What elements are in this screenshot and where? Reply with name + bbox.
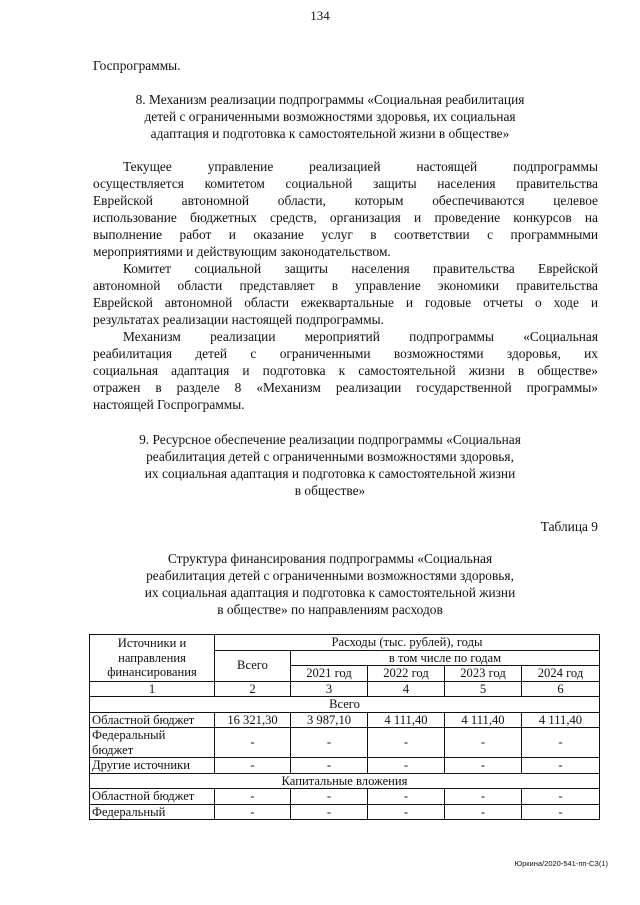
header-year: 2023 год bbox=[445, 666, 522, 682]
paragraph-line: отражен в разделе 8 «Механизм реализации государственной программы» bbox=[93, 380, 598, 395]
paragraph-line: настоящей Госпрограммы. bbox=[93, 397, 245, 412]
cell-value: 4 111,40 bbox=[522, 712, 600, 728]
paragraph-line: реабилитация детей с ограниченными возможностями здоровья, их bbox=[93, 346, 598, 361]
cell-value: - bbox=[291, 804, 368, 820]
cell-value: - bbox=[522, 804, 600, 820]
cell-value: 3 987,10 bbox=[291, 712, 368, 728]
financing-table bbox=[89, 634, 600, 820]
cell-value: - bbox=[291, 728, 368, 758]
column-number: 5 bbox=[445, 681, 522, 697]
header-total: Всего bbox=[215, 650, 291, 681]
continuation-text: Госпрограммы. bbox=[93, 58, 181, 73]
section8-title-line: адаптация и подготовка к самостоятельной жизни в обществе» bbox=[150, 126, 510, 141]
table-caption-line: в обществе» по направлениям расходов bbox=[217, 602, 443, 617]
cell-value: - bbox=[445, 758, 522, 774]
row-source: Федеральный bbox=[90, 804, 215, 820]
cell-value: 4 111,40 bbox=[445, 712, 522, 728]
cell-value: - bbox=[215, 728, 291, 758]
cell-value: - bbox=[445, 728, 522, 758]
cell-value: - bbox=[522, 728, 600, 758]
section8-title-line: 8. Механизм реализации подпрограммы «Социальная реабилитация bbox=[135, 92, 525, 107]
section8-title-line: детей с ограниченными возможностями здоровья, их социальная bbox=[144, 109, 516, 124]
header-source bbox=[90, 635, 215, 682]
cell-value: - bbox=[522, 789, 600, 805]
header-year: 2021 год bbox=[291, 666, 368, 682]
cell-value: 16 321,30 bbox=[215, 712, 291, 728]
section-row bbox=[90, 697, 600, 713]
paragraph-line: социальная адаптация и подготовка к самостоятельной жизни в обществе» bbox=[93, 363, 598, 378]
column-number: 2 bbox=[215, 681, 291, 697]
table-row bbox=[90, 789, 600, 805]
cell-value: - bbox=[215, 789, 291, 805]
table-caption-line: их социальная адаптация и подготовка к самостоятельной жизни bbox=[144, 585, 516, 600]
table-header-row bbox=[90, 635, 600, 651]
paragraph-line: выполнение работ и оказание услуг в соответствии с программными bbox=[93, 227, 598, 242]
table-row bbox=[90, 804, 600, 820]
paragraph-line: мероприятиями и действующим законодательством. bbox=[93, 244, 391, 259]
cell-value: - bbox=[445, 804, 522, 820]
column-number: 4 bbox=[368, 681, 445, 697]
column-number: 6 bbox=[522, 681, 600, 697]
paragraph-line: использование бюджетных средств, организация и проведение конкурсов на bbox=[93, 210, 598, 225]
header-source-line: направления bbox=[118, 650, 186, 665]
header-year: 2024 год bbox=[522, 666, 600, 682]
table-caption-line: Структура финансирования подпрограммы «Социальная bbox=[167, 551, 493, 566]
table-label: Таблица 9 bbox=[540, 519, 598, 534]
table-caption-line: реабилитация детей с ограниченными возможностями здоровья, bbox=[146, 568, 514, 583]
header-source-line: Источники и bbox=[117, 636, 187, 650]
column-number-row bbox=[90, 681, 600, 697]
document-code: Юркина/2020-541-пп-СЗ(1) bbox=[514, 859, 608, 868]
cell-value: - bbox=[291, 789, 368, 805]
section-capital-label: Капитальные вложения bbox=[90, 773, 600, 789]
header-by-years: в том числе по годам bbox=[291, 650, 600, 666]
paragraph-line: результатах реализации настоящей подпрограммы. bbox=[93, 312, 384, 327]
cell-value: - bbox=[368, 804, 445, 820]
paragraph-line: Комитет социальной защиты населения правительства Еврейской bbox=[123, 261, 598, 276]
header-expenses: Расходы (тыс. рублей), годы bbox=[215, 635, 600, 651]
cell-value: - bbox=[368, 789, 445, 805]
table-row bbox=[90, 758, 600, 774]
cell-value: - bbox=[522, 758, 600, 774]
header-year: 2022 год bbox=[368, 666, 445, 682]
page-number: 134 bbox=[310, 8, 330, 23]
section9-title-line: в обществе» bbox=[294, 483, 366, 498]
cell-value: - bbox=[368, 728, 445, 758]
cell-value: - bbox=[445, 789, 522, 805]
header-source-line: финансирования bbox=[107, 665, 197, 679]
section9-title-line: их социальная адаптация и подготовка к самостоятельной жизни bbox=[144, 466, 516, 481]
paragraph-line: Механизм реализации мероприятий подпрограммы «Социальная bbox=[123, 329, 598, 344]
column-number: 3 bbox=[291, 681, 368, 697]
row-source: Областной бюджет bbox=[90, 789, 215, 805]
section-row bbox=[90, 773, 600, 789]
cell-value: - bbox=[368, 758, 445, 774]
table-row bbox=[90, 728, 600, 758]
column-number: 1 bbox=[90, 681, 215, 697]
cell-value: 4 111,40 bbox=[368, 712, 445, 728]
row-source: Областной бюджет bbox=[90, 712, 215, 728]
row-source-line: Федеральный bbox=[92, 728, 166, 742]
paragraph-line: Еврейской автономной области ежеквартальные и годовые отчеты о ходе и bbox=[93, 295, 598, 310]
paragraph-line: Текущее управление реализацией настоящей подпрограммы bbox=[123, 159, 598, 174]
cell-value: - bbox=[291, 758, 368, 774]
section9-title-line: реабилитация детей с ограниченными возможностями здоровья, bbox=[146, 449, 514, 464]
section9-title-line: 9. Ресурсное обеспечение реализации подпрограммы «Социальная bbox=[139, 432, 521, 447]
row-source: Другие источники bbox=[90, 758, 215, 774]
table-row bbox=[90, 712, 600, 728]
paragraph-line: автономной области представляет в управление экономики правительства bbox=[93, 278, 598, 293]
row-source bbox=[90, 728, 215, 758]
paragraph-line: осуществляется комитетом социальной защиты населения правительства bbox=[93, 176, 598, 191]
row-source-line: бюджет bbox=[92, 742, 134, 757]
cell-value: - bbox=[215, 758, 291, 774]
section-total-label: Всего bbox=[90, 697, 600, 713]
paragraph-line: Еврейской автономной области, которым обеспечиваются целевое bbox=[93, 193, 598, 208]
cell-value: - bbox=[215, 804, 291, 820]
